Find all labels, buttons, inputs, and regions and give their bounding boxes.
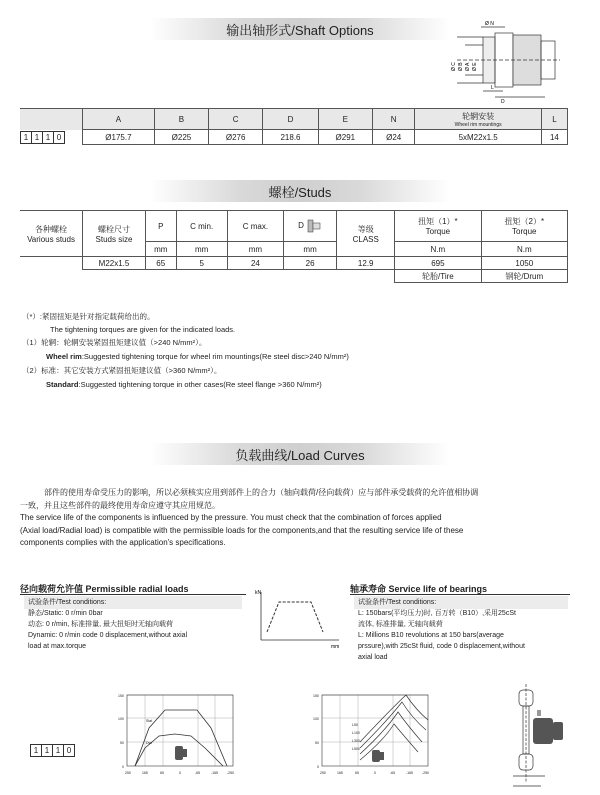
bearing-line-3: 流体, 标准排量, 无轴向载荷 (358, 621, 443, 628)
para-en-1: The service life of the components is influenced by the pressure. You must check that the combination of forces applied (20, 513, 442, 522)
torque1-cn: 扭矩（1）* (418, 217, 458, 226)
shaft-drawing (445, 15, 575, 105)
drawing-label-b: Ø B (458, 62, 464, 71)
g1-xtick: 250 (125, 771, 131, 775)
code-digit: 1 (31, 131, 43, 144)
torque1-en: Torque (425, 227, 451, 236)
g2-ytick-150: 150 (313, 694, 319, 698)
studs-size-cell (83, 211, 146, 257)
studs-header-row (20, 211, 568, 242)
shaft-col-n: N (372, 109, 414, 130)
shaft-code (20, 131, 64, 144)
shaft-col-b: B (154, 109, 208, 130)
shaft-col-d: D (263, 109, 318, 130)
bearing-line-1: 试验条件/Test conditions: (358, 599, 437, 606)
stud-size-value: M22x1.5 (83, 257, 146, 270)
shaft-val-a: Ø175.7 (83, 130, 155, 145)
radial-rule (20, 594, 246, 595)
g1-ytick-0: 0 (122, 765, 124, 769)
g1-xtick: 0 (179, 771, 181, 775)
unit-cmin: mm (176, 242, 227, 257)
drawing-label-e: Ø E (472, 62, 478, 71)
g2-ytick-100: 100 (313, 717, 319, 721)
bearing-line-4: L: Millions B10 revolutions at 150 bars(average (358, 632, 504, 639)
studs-label-en: Various studs (27, 234, 75, 244)
stud-cmax-value: 24 (227, 257, 283, 270)
shaft-value-row (20, 130, 568, 145)
code-digit: 0 (63, 744, 75, 757)
radial-line-2: 静态/Static: 0 r/min 0bar (28, 610, 103, 617)
g2-xtick: 65 (355, 771, 359, 775)
g2-ytick-0: 0 (317, 765, 319, 769)
code-digit: 1 (52, 744, 64, 757)
code-digit: 1 (42, 131, 54, 144)
note-2: （1）轮辋：轮辋安装紧固扭矩建议值（>240 N/mm²）。 (22, 338, 207, 347)
studs-class-en: CLASS (352, 234, 379, 244)
g2-xtick: 165 (337, 771, 343, 775)
code-digit: 0 (53, 131, 65, 144)
g1-xtick: -250 (227, 771, 235, 775)
shaft-col-c: C (209, 109, 263, 130)
shaft-val-d: 218.6 (263, 130, 318, 145)
bearing-line-6: axial load (358, 654, 388, 661)
shaft-section-title (150, 18, 450, 40)
note-3-en: :Suggested tightening torque in other cases(Re steel flange >360 N/mm²) (78, 380, 322, 389)
load-title: 负载曲线/Load Curves (235, 447, 365, 463)
para-cn-2: 一致，并且这些部件的最终使用寿命应遵守其应用规范。 (20, 500, 220, 510)
shaft-col-l: L (541, 109, 567, 130)
unit-d: mm (283, 242, 336, 257)
drawing-label-a: Ø A (465, 62, 471, 71)
g2-curve-label: L300 (352, 739, 360, 743)
g1-label-dyn: Dyn (146, 741, 153, 745)
axis-kn: kN (255, 590, 262, 596)
g1-xtick: 165 (142, 771, 148, 775)
radial-line-1: 试验条件/Test conditions: (28, 599, 107, 606)
code-digit: 1 (41, 744, 53, 757)
bearing-text (358, 608, 525, 663)
para-cn-1: 部件的使用寿命受压力的影响，所以必须核实应用到部件上的合力（轴向载荷/径向载荷）应与部件承受载荷的允许值相协调 (44, 488, 479, 497)
bearing-rule (350, 594, 570, 595)
shaft-col-rim (415, 109, 541, 130)
shaft-table (20, 108, 568, 145)
g1-ytick-100: 100 (118, 717, 124, 721)
code-digit: 1 (20, 131, 32, 144)
studs-label-cn: 各种螺栓 (35, 224, 67, 234)
unit-cmax: mm (227, 242, 283, 257)
g1-xtick: -165 (211, 771, 219, 775)
para-en-3: components complies with the application's specifications. (20, 538, 226, 547)
shaft-val-l: 14 (541, 130, 567, 145)
studs-size-en: Studs size (95, 234, 133, 244)
radial-line-3: 动态: 0 r/min, 标准排量, 最大扭矩时无轴向载荷 (28, 621, 174, 628)
note-1: （*）:紧固扭矩是针对指定载荷给出的。 (22, 312, 155, 321)
rim-sub-label: Wheel rim mountings (454, 121, 502, 128)
graph-code (30, 744, 74, 757)
studs-torque1 (395, 211, 481, 242)
g2-xtick: -250 (422, 771, 430, 775)
g2-xtick: 250 (320, 771, 326, 775)
bearing-life-graph (310, 690, 435, 780)
note-3-bold: Standard (46, 380, 79, 389)
torque2-en: Torque (512, 227, 537, 236)
stud-cmin-value: 5 (176, 257, 227, 270)
studs-section-title (150, 180, 450, 202)
unit-torque1: N.m (395, 242, 481, 257)
rim-label: 轮辋安装 (462, 111, 495, 121)
stud-class-value: 12.9 (337, 257, 395, 270)
g1-ytick-150: 150 (118, 694, 124, 698)
studs-torque2 (481, 211, 567, 242)
para-en-2: (Axial load/Radial load) is compatible with the permissible loads for the components,and that the resulting service life of these (20, 525, 464, 535)
radial-schematic (255, 588, 345, 650)
studs-foot-row (20, 270, 568, 283)
note-2-bold: Wheel rim (46, 352, 82, 361)
wheel-schematic (505, 682, 580, 790)
studs-value-row (20, 257, 568, 270)
stud-torque1-value: 695 (395, 257, 481, 270)
g2-ytick-50: 50 (315, 741, 319, 745)
studs-size-cn: 螺栓尺寸 (98, 224, 130, 234)
g2-xtick: -165 (406, 771, 414, 775)
stud-d-value: 26 (283, 257, 336, 270)
shaft-header-row (20, 109, 568, 130)
drawing-label-d: D (501, 99, 505, 105)
note-1-en: The tightening torques are given for the indicated loads. (50, 325, 236, 334)
g2-curve-label: L100 (352, 731, 360, 735)
shaft-col-e: E (318, 109, 372, 130)
radial-text (28, 608, 187, 652)
foot-tire: 轮胎/Tire (395, 270, 481, 283)
shaft-val-e: Ø291 (318, 130, 372, 145)
drawing-label-n: Ø N (485, 21, 494, 27)
g2-curve-label: L500 (352, 747, 360, 751)
drawing-label-l: L (491, 85, 494, 91)
unit-p: mm (146, 242, 177, 257)
g2-xtick: -65 (390, 771, 396, 775)
studs-col-cmin: C min. (176, 211, 227, 242)
note-2-en: :Suggested tightening torque for wheel rim mountings(Re steel disc>240 N/mm²) (81, 352, 349, 361)
shaft-val-b: Ø225 (154, 130, 208, 145)
g1-xtick: -65 (195, 771, 201, 775)
studs-class-cell (337, 211, 395, 257)
studs-col-cmax: C max. (227, 211, 283, 242)
radial-load-graph (115, 690, 240, 780)
shaft-val-c: Ø276 (209, 130, 263, 145)
note-3-en-line (46, 378, 322, 391)
note-3: （2）标准：其它安装方式紧固扭矩建议值（>360 N/mm²）。 (22, 366, 222, 375)
load-paragraph (20, 487, 568, 550)
radial-heading: 径向载荷允许值 Permissible radial loads (20, 584, 189, 594)
g1-label-stat: Stat (146, 719, 153, 723)
g1-xtick: 65 (160, 771, 164, 775)
unit-torque2: N.m (481, 242, 567, 257)
studs-col-d-label: D (298, 221, 304, 231)
radial-line-5: load at max.torque (28, 643, 86, 650)
studs-class-cn: 等级 (357, 224, 374, 234)
studs-title: 螺栓/Studs (268, 184, 332, 200)
shaft-col-a: A (83, 109, 155, 130)
g2-xtick: 0 (374, 771, 376, 775)
shaft-val-rim: 5xM22x1.5 (415, 130, 541, 145)
shaft-val-n: Ø24 (372, 130, 414, 145)
code-digit: 1 (30, 744, 42, 757)
torque2-cn: 扭矩（2）* (504, 217, 545, 226)
shaft-title: 输出轴形式/Shaft Options (226, 22, 374, 38)
bearing-heading: 轴承寿命 Service life of bearings (350, 584, 488, 594)
drawing-label-c: Ø C (451, 62, 457, 71)
note-2-en-line (46, 350, 349, 363)
g1-ytick-50: 50 (120, 741, 124, 745)
stud-torque2-value: 1050 (481, 257, 567, 270)
radial-line-4: Dynamic: 0 r/min code 0 displacement,without axial (28, 632, 188, 639)
g2-curve-label: L50 (352, 723, 358, 727)
foot-drum: 钢轮/Drum (481, 270, 567, 283)
stud-p-value: 65 (146, 257, 177, 270)
studs-col-d (283, 211, 336, 242)
bearing-line-2: L: 150bars(平均压力)时, 百万转（B10）,采用25cSt (358, 610, 516, 617)
axis-mm: mm (331, 644, 340, 650)
stud-icon (306, 218, 322, 234)
studs-col-p: P (146, 211, 177, 242)
bearing-line-5: prssure),with 25cSt fluid, code 0 displacement,without (358, 643, 525, 650)
studs-table (20, 210, 568, 283)
studs-label-cell (20, 211, 83, 257)
load-section-title (150, 443, 450, 465)
